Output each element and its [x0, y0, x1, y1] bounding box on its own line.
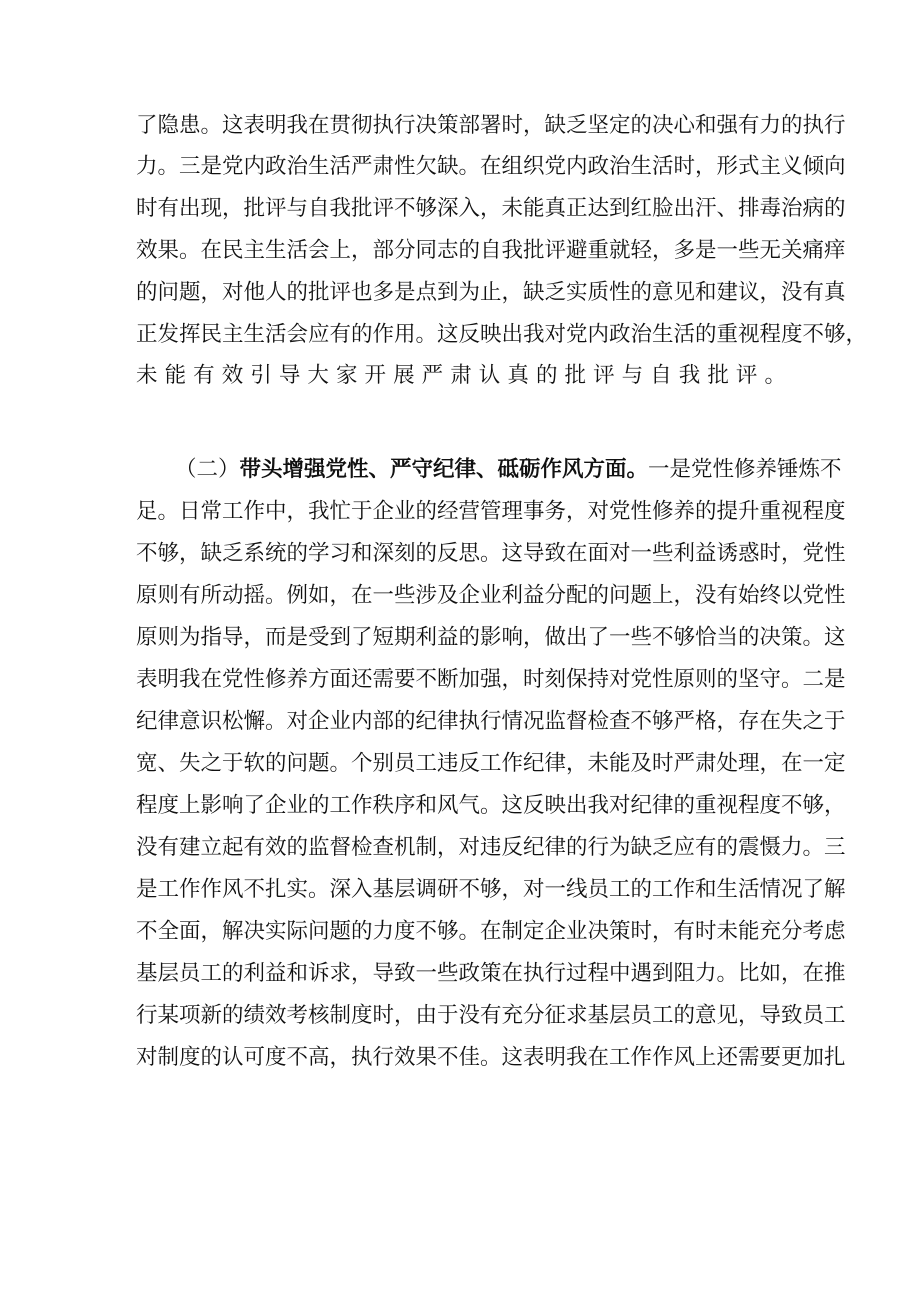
paragraph-line: 的问题，对他人的批评也多是点到为止，缺乏实质性的意见和建议，没有真 [136, 280, 846, 305]
paragraph-line [136, 1080, 786, 1120]
section-lead-text: 一是党性修养锤炼不 [648, 457, 842, 482]
paragraph-line: 宽、失之于软的问题。个别员工违反工作纪律，未能及时严肃处理，在一定 [136, 751, 846, 776]
section-title: 带头增强党性、严守纪律、砥砺作风方面。 [239, 457, 649, 482]
paragraph-line: 力。三是党内政治生活严肃性欠缺。在组织党内政治生活时，形式主义倾向 [136, 154, 846, 179]
paragraph-line: 行某项新的绩效考核制度时，由于没有充分征求基层员工的意见，导致员工 [136, 1003, 846, 1028]
paragraph-line: 纪律意识松懈。对企业内部的纪律执行情况监督检查不够严格，存在失之于 [136, 709, 846, 734]
paragraph-line: 不全面，解决实际问题的力度不够。在制定企业决策时，有时未能充分考虑 [136, 919, 846, 944]
paragraph-line [136, 398, 786, 438]
paragraph-line: 对制度的认可度不高，执行效果不佳。这表明我在工作作风上还需要更加扎 [136, 1045, 846, 1070]
paragraph-line: 原则有所动摇。例如，在一些涉及企业利益分配的问题上，没有始终以党性 [136, 583, 846, 608]
paragraph-line: 原则为指导，而是受到了短期利益的影响，做出了一些不够恰当的决策。这 [136, 625, 846, 650]
section-number: （二） [175, 457, 240, 482]
paragraph-line: 足。日常工作中，我忙于企业的经营管理事务，对党性修养的提升重视程度 [136, 499, 846, 524]
paragraph-line: 未能有效引导大家开展严肃认真的批评与自我批评。 [136, 363, 786, 388]
paragraph-line: 程度上影响了企业的工作秩序和风气。这反映出我对纪律的重视程度不够， [136, 793, 846, 818]
paragraph-line: 基层员工的利益和诉求，导致一些政策在执行过程中遇到阻力。比如，在推 [136, 961, 846, 986]
paragraph-line: 效果。在民主生活会上，部分同志的自我批评避重就轻，多是一些无关痛痒 [136, 238, 846, 263]
paragraph-line: 是工作作风不扎实。深入基层调研不够，对一线员工的工作和生活情况了解 [136, 877, 846, 902]
paragraph-line: 了隐患。这表明我在贯彻执行决策部署时，缺乏坚定的决心和强有力的执行 [136, 113, 846, 138]
paragraph-line: 正发挥民主生活会应有的作用。这反映出我对党内政治生活的重视程度不够， [136, 322, 868, 347]
paragraph-line: 不够，缺乏系统的学习和深刻的反思。这导致在面对一些利益诱惑时，党性 [136, 541, 846, 566]
paragraph-line: 时有出现，批评与自我批评不够深入，未能真正达到红脸出汗、排毒治病的 [136, 196, 846, 221]
paragraph-line: 没有建立起有效的监督检查机制，对违反纪律的行为缺乏应有的震慑力。三 [136, 835, 846, 860]
section-heading-line [175, 450, 842, 490]
paragraph-line: 表明我在党性修养方面还需要不断加强，时刻保持对党性原则的坚守。二是 [136, 667, 846, 692]
